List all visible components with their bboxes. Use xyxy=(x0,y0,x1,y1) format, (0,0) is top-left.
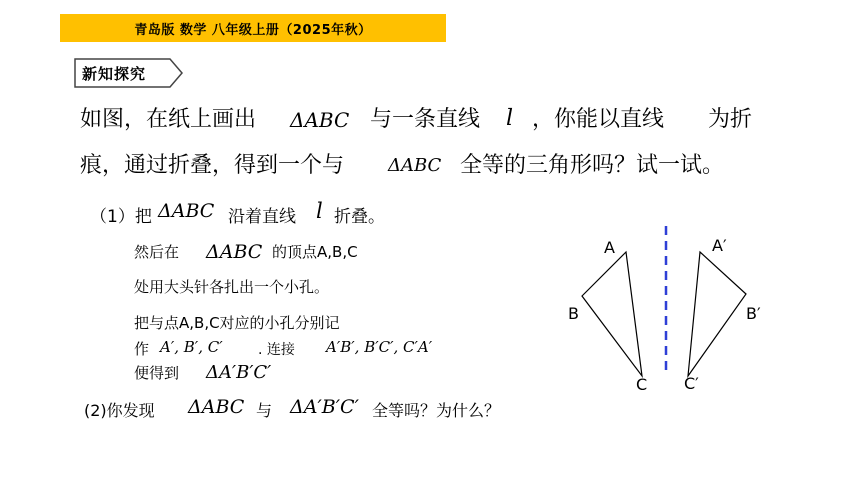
intro-text-5: 痕，通过折叠，得到一个与 xyxy=(80,153,345,178)
label-b: B xyxy=(568,304,579,323)
step1-line-d-text-2: . 连接 xyxy=(258,342,295,358)
label-a: A xyxy=(604,238,615,257)
step2-math-1: ΔABC xyxy=(188,396,245,418)
step2-prefix: (2)你发现 xyxy=(84,401,155,420)
step1-line-b: 处用大头针各扎出一个小孔。 xyxy=(134,278,330,296)
step1-line-d-text: 作 xyxy=(134,340,150,358)
label-c-prime: C′ xyxy=(684,374,699,393)
fold-figure xyxy=(560,220,800,400)
step1-line-c: 把与点A,B,C对应的小孔分别记 xyxy=(134,314,340,332)
intro-text-3: ，你能以直线 xyxy=(532,107,665,132)
step1-line-d-math: A′, B′, C′ xyxy=(160,338,223,356)
label-a-prime: A′ xyxy=(712,236,727,255)
course-banner: 青岛版 数学 八年级上册（2025年秋） xyxy=(60,14,446,42)
fold-figure-drawing xyxy=(560,220,800,400)
step1-line-a-math: ΔABC xyxy=(206,241,263,263)
label-c: C xyxy=(636,375,648,394)
step1-line-a-text: 然后在 xyxy=(134,243,180,261)
step1-line-a-text-2: 的顶点A,B,C xyxy=(272,243,358,261)
step1-math-line: l xyxy=(316,199,323,223)
step1-line-e-text: 便得到 xyxy=(134,364,180,382)
intro-math-line: l xyxy=(506,106,514,131)
step1-prefix: （1）把 xyxy=(90,207,152,227)
intro-text-1: 如图，在纸上画出 xyxy=(80,107,257,132)
intro-text-6: 全等的三角形吗？试一试。 xyxy=(460,153,725,178)
intro-math-triangle-2: ΔABC xyxy=(388,155,442,176)
intro-math-triangle-1: ΔABC xyxy=(290,108,350,132)
step1-math-triangle: ΔABC xyxy=(158,200,215,222)
intro-text-2: 与一条直线 xyxy=(370,107,481,132)
step1-line-d-math-2: A′B′, B′C′, C′A′ xyxy=(326,338,433,356)
step2-suffix: 全等吗？为什么？ xyxy=(372,401,501,420)
section-tag-label: 新知探究 xyxy=(82,65,147,83)
label-b-prime: B′ xyxy=(746,304,761,323)
step2-mid: 与 xyxy=(256,401,273,420)
step2-math-2: ΔA′B′C′ xyxy=(290,396,359,418)
intro-text-4: 为折 xyxy=(708,107,753,132)
step1-suffix: 折叠。 xyxy=(334,207,385,227)
step1-line-e-math: ΔA′B′C′ xyxy=(206,362,272,383)
triangle-abc xyxy=(582,252,642,376)
triangle-abc-prime xyxy=(688,252,746,376)
step1-mid: 沿着直线 xyxy=(228,207,296,227)
section-tag xyxy=(74,58,184,88)
